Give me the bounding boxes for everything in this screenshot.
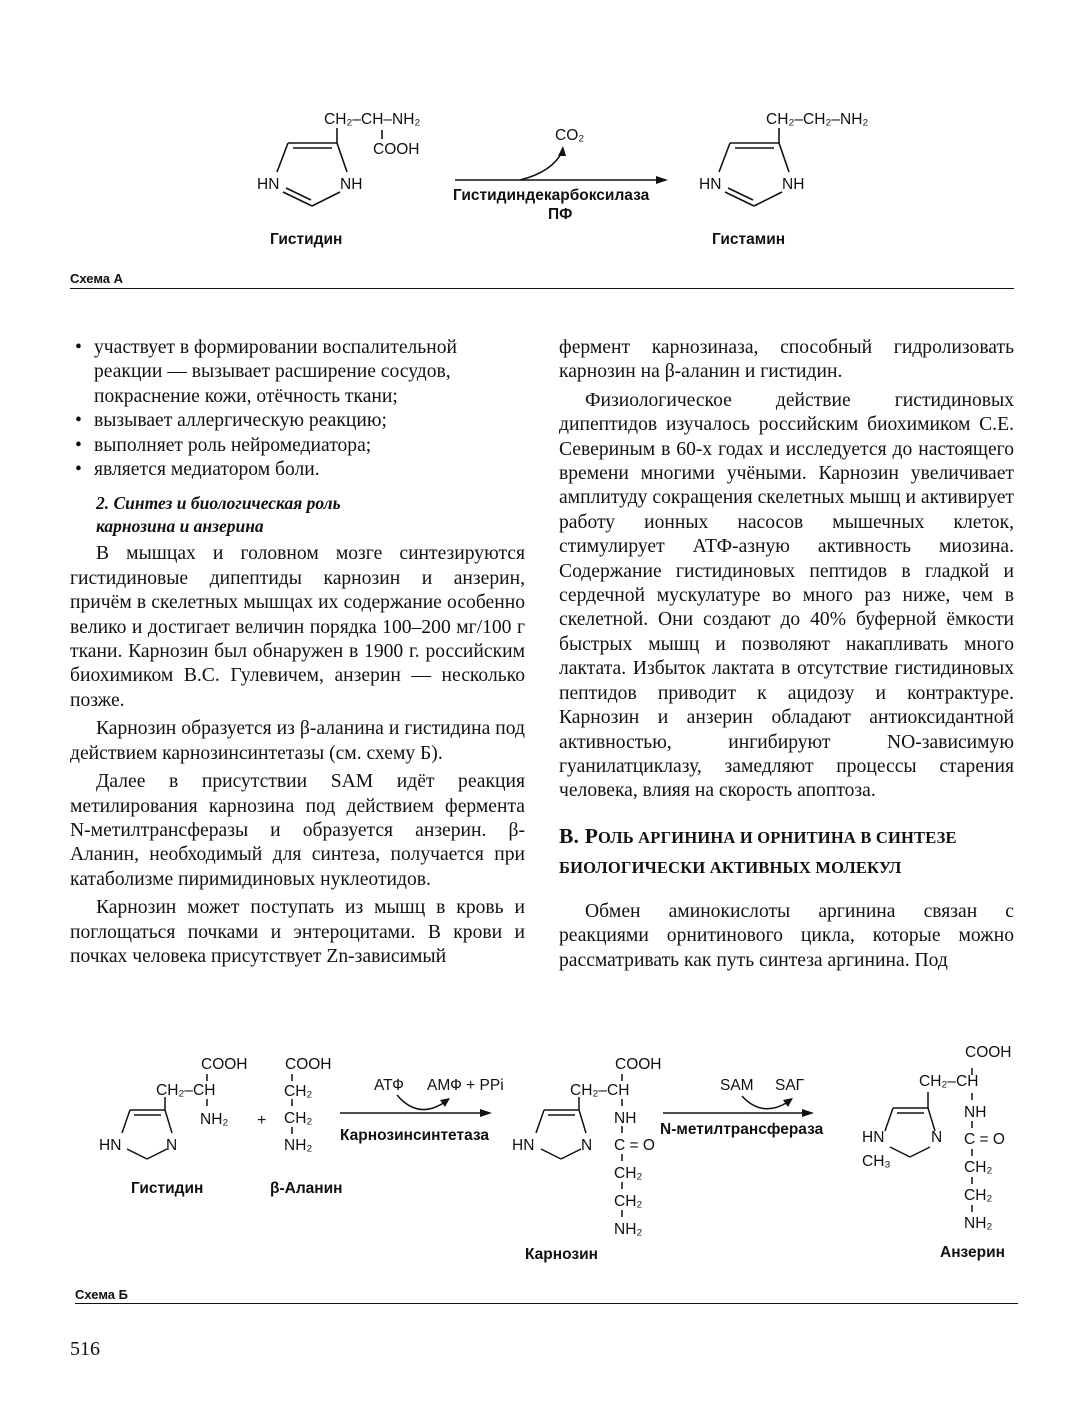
histamine-effects-list (70, 336, 525, 482)
paragraph: В мышцах и головном мозге синтезируются гистидиновые дипептиды карнозин и анзерин, причём в скелетных мышцах их содержание особенно велико и достигает величин порядка 100–200 мг/100 г ткани. Карнозин был обнаружен в 1900 г. российским биохимиком В.С. Гулевичем, анзерин — несколько позже. (70, 543, 525, 711)
paragraph: Физиологическое действие гистидиновых дипептидов изучалось российским биохимиком С.Е. Севериным в 60-х годах и исследуется до настоящего времени многими учёными. Карнозин увеличивает амплитуду сокращения скелетных мышц и активирует работу ионных насосов мышечных клеток, стимулирует АТФ-азную активность миозина. Содержание гистидиновых пептидов в гладкой и сердечной мускулатуре во много раз ниже, чем в скелетной. Они создают до 40% буферной ёмкости быстрых мышц и позволяют накапливать много лактата. Избыток лактата в отсутствие гистидиновых пептидов приводит к ацидозу и контрактуре. Карнозин и анзерин обладают антиоксидантной активностью, ингибируют NO-зависимую гуанилатциклазу, замедляют процессы старения человека, влияя на скорость апоптоза. (559, 389, 1014, 802)
histidine-b-cooh: COOH (201, 1056, 248, 1073)
anserine-name: Анзерин (940, 1244, 1006, 1261)
anserine-ch2b: CH₂ (964, 1187, 993, 1204)
synthetase-arrow (340, 1095, 484, 1113)
beta-alanine-ch2a: CH₂ (284, 1083, 313, 1100)
atp-label: АТФ (374, 1077, 404, 1094)
histidine-b-nh2: NH₂ (200, 1111, 229, 1128)
carnosine-ch2a: CH₂ (614, 1165, 643, 1182)
list-item: • является медиатором боли. (70, 458, 525, 482)
beta-alanine-cooh: COOH (285, 1056, 332, 1073)
beta-alanine-ch2b: CH₂ (284, 1110, 313, 1127)
cofactor-label: ПФ (548, 206, 573, 223)
histidine-side-chain: CH₂–CH–NH₂ (324, 111, 421, 128)
histidine-nh: NH (340, 176, 363, 193)
carnosine-nh: NH (614, 1110, 637, 1127)
section-title: ОЛЬ АРГИНИНА И ОРНИТИНА В СИНТЕЗЕ БИОЛОГИЧЕСКИ АКТИВНЫХ МОЛЕКУЛ (559, 827, 957, 877)
histidine-b-ch2ch: CH₂–CH (156, 1082, 216, 1099)
sah-arrowhead (783, 1098, 793, 1107)
histamine-structure (719, 128, 789, 206)
amp-arrowhead (440, 1098, 450, 1107)
anserine-ch2ch: CH₂–CH (919, 1073, 979, 1090)
anserine-nh: NH (964, 1104, 987, 1121)
plus-sign: + (257, 1112, 267, 1129)
beta-alanine-nh2: NH₂ (284, 1137, 313, 1154)
anserine-hn: HN (862, 1129, 885, 1146)
scheme-b-rule (75, 1303, 1018, 1304)
histidine-cooh: COOH (373, 141, 420, 158)
decarboxylase-label: Гистидиндекарбоксилаза (453, 187, 650, 204)
anserine-ch3: CH₃ (862, 1153, 891, 1170)
amp-label: АМФ + PPi (427, 1077, 504, 1094)
list-item: • выполняет роль нейромедиатора; (70, 434, 525, 458)
anserine-ch2a: CH₂ (964, 1159, 993, 1176)
section-letter: В. (559, 823, 580, 848)
scheme-b-diagram (0, 1030, 1077, 1330)
arrowhead-b2 (802, 1109, 814, 1117)
sam-label: SAM (720, 1077, 754, 1094)
section-heading-v (559, 822, 1014, 882)
carnosine-synthetase-label: Карнозинсинтетаза (340, 1127, 489, 1144)
subheading-carnosine: 2. Синтез и биологическая роль карнозина и анзерина (96, 493, 341, 537)
carnosine-hn: HN (512, 1137, 535, 1154)
section-first-letter: Р (584, 823, 599, 848)
list-item: • участвует в формировании воспалительной реакции — вызывает расширение сосудов, покраснение кожи, отёчность ткани; (70, 336, 525, 409)
methyltransferase-arrow (663, 1096, 806, 1113)
list-item: • вызывает аллергическую реакцию; (70, 409, 525, 433)
carnosine-n: N (581, 1137, 593, 1154)
anserine-cooh: COOH (965, 1044, 1012, 1061)
histidine-hn: HN (257, 176, 280, 193)
histidine-name: Гистидин (270, 231, 343, 248)
arrowhead-b1 (480, 1109, 492, 1117)
scheme-b-label: Схема Б (75, 1287, 128, 1302)
methyltransferase-label: N-метилтрансфераза (660, 1121, 824, 1138)
paragraph: Карнозин образуется из β-аланина и гистидина под действием карнозинсинтетазы (см. схему Б). (70, 718, 525, 764)
carnosine-nh2: NH₂ (614, 1221, 643, 1238)
arrowhead-a (656, 176, 668, 184)
histamine-side-chain: CH₂–CH₂–NH₂ (766, 111, 869, 128)
paragraph: Обмен аминокислоты аргинина связан с реакциями орнитинового цикла, которые можно рассматривать как путь синтеза аргинина. Под (559, 900, 1014, 971)
carnosine-name: Карнозин (525, 1246, 598, 1263)
histidine-b-n: N (166, 1137, 178, 1154)
carnosine-ch2b: CH₂ (614, 1193, 643, 1210)
histamine-name: Гистамин (712, 231, 786, 248)
paragraph: фермент карнозиназа, способный гидролизовать карнозин на β-аланин и гистидин. (559, 337, 1014, 383)
scheme-a-label: Схема А (70, 271, 124, 286)
anserine-co: C = O (964, 1131, 1005, 1148)
histamine-nh: NH (782, 176, 805, 193)
carnosine-ch2ch: CH₂–CH (570, 1082, 630, 1099)
co2-label: CO₂ (555, 127, 585, 144)
scheme-a-diagram (0, 0, 1077, 270)
co2-arrowhead (558, 146, 566, 156)
paragraph: Карнозин может поступать из мышц в кровь и поглощаться почками и энтероцитами. В крови и почках человека присутствует Zn-зависимый (70, 897, 525, 967)
histidine-structure (277, 128, 382, 206)
carnosine-cooh: COOH (615, 1056, 662, 1073)
histamine-hn: HN (699, 176, 722, 193)
scheme-a-rule (70, 288, 1014, 289)
anserine-n: N (931, 1129, 943, 1146)
right-column (559, 336, 1014, 973)
page-number: 516 (70, 1338, 100, 1360)
histidine-b-hn: HN (99, 1137, 122, 1154)
beta-alanine-name: β-Аланин (270, 1180, 343, 1197)
sah-label: SAГ (775, 1077, 805, 1094)
carnosine-co: C = O (614, 1137, 655, 1154)
left-column (70, 336, 525, 969)
histidine-b-name: Гистидин (131, 1180, 204, 1197)
paragraph: Далее в присутствии SAM идёт реакция метилирования карнозина под действием фермента N-метилтрансферазы и образуется анзерин. β-Аланин, необходимый для синтеза, получается при катаболизме пиримидиновых нуклеотидов. (70, 771, 525, 890)
decarboxylation-arrow (455, 152, 660, 180)
anserine-nh2: NH₂ (964, 1215, 993, 1232)
